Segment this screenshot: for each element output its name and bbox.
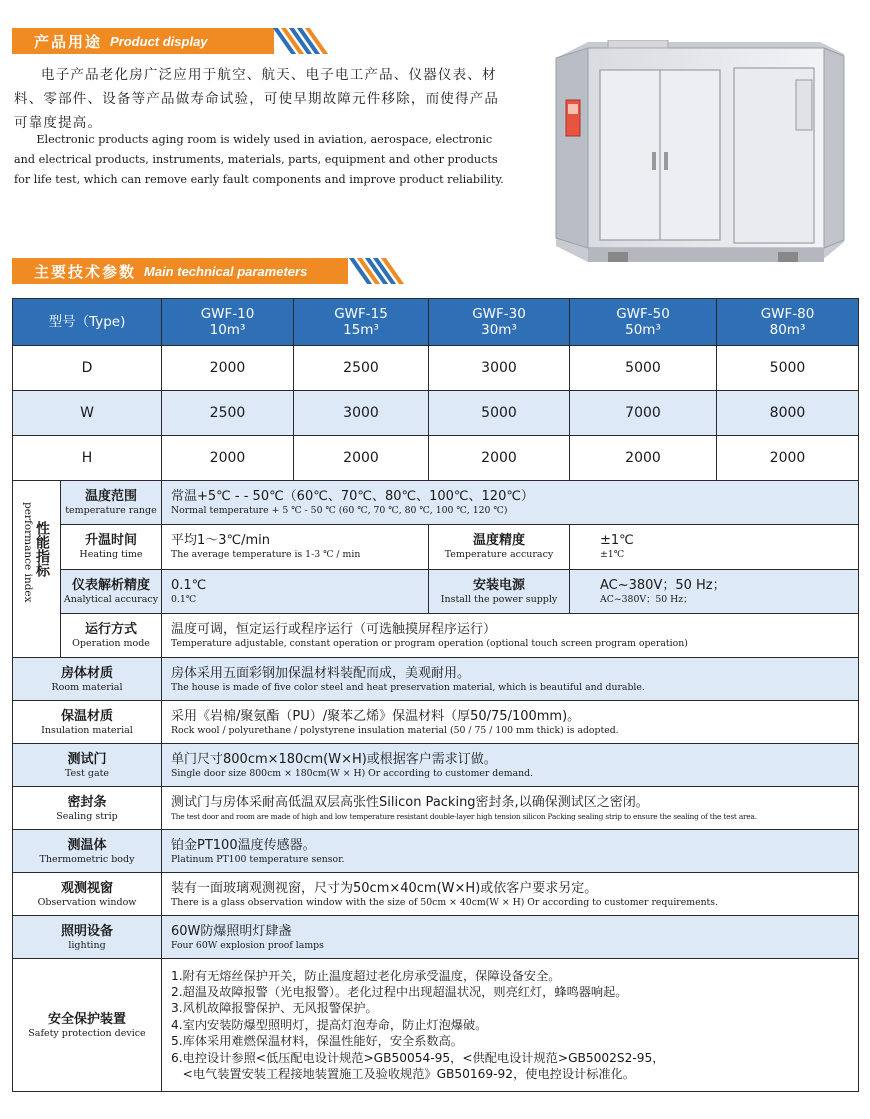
list-item: 1.附有无熔丝保护开关，防止温度超过老化房承受温度，保障设备安全。 xyxy=(171,968,561,983)
dim-value: 8000 xyxy=(717,391,859,436)
model-volume: 50m³ xyxy=(625,322,661,338)
dim-value: 5000 xyxy=(429,391,570,436)
table-header-row xyxy=(13,299,859,346)
list-item: 2.超温及故障报警（光电报警）。老化过程中出现超温状况，则亮红灯，蜂鸣器响起。 xyxy=(171,984,628,999)
model-name: GWF-30 xyxy=(472,306,526,322)
label-en: Room material xyxy=(51,681,123,693)
model-header xyxy=(717,299,859,346)
label-cell xyxy=(429,569,570,613)
value-cn: 常温+5℃ - - 50℃（60℃、70℃、80℃、100℃、120℃） xyxy=(171,489,534,505)
value-cell xyxy=(162,701,859,744)
label-cell xyxy=(13,744,162,787)
label-en: Analytical accuracy xyxy=(63,593,159,605)
perf-group-en: performance index xyxy=(22,502,34,603)
label-cn: 仪表解析精度 xyxy=(71,577,150,593)
label-cn: 房体材质 xyxy=(60,665,113,681)
label-cell xyxy=(13,701,162,744)
table-row-thermometric xyxy=(13,830,859,873)
value-cell xyxy=(162,787,859,830)
value-cell xyxy=(162,873,859,916)
list-item: 4.室内安装防爆型照明灯，提高灯泡寿命，防止灯泡爆破。 xyxy=(171,1017,488,1032)
banner-stripes-icon xyxy=(358,258,395,284)
table-row-safety xyxy=(13,959,859,1092)
value-en: ±1℃ xyxy=(600,549,625,561)
label-cell xyxy=(61,613,162,657)
value-en: There is a glass observation window with the size of 50cm × 40cm(W × H) Or according to customer requirements. xyxy=(171,896,719,908)
value-en: Four 60W explosion proof lamps xyxy=(171,939,324,951)
aging-room-image xyxy=(548,40,850,268)
model-volume: 30m³ xyxy=(481,322,517,338)
value-cn: 单门尺寸800cm×180cm(W×H)或根据客户需求订做。 xyxy=(171,751,497,767)
model-name: GWF-50 xyxy=(616,306,670,322)
value-cell xyxy=(570,569,859,613)
model-header xyxy=(429,299,570,346)
intro-chinese: 电子产品老化房广泛应用于航空、航天、电子电工产品、仪器仪表、材料、零部件、设备等产品做寿命试验，可使早期故障元件移除，而使得产品可靠度提高。 xyxy=(14,67,500,131)
value-cn: 温度可调，恒定运行或程序运行（可选触摸屏程序运行） xyxy=(171,621,497,637)
banner-title-en: Main technical parameters xyxy=(144,263,308,279)
dim-value: 2500 xyxy=(294,346,429,391)
label-cn: 测试门 xyxy=(67,751,107,767)
model-header xyxy=(162,299,294,346)
model-volume: 10m³ xyxy=(209,322,246,338)
table-row-h xyxy=(13,436,859,481)
list-item: 3.风机故障报警保护、无风报警保护。 xyxy=(171,1001,378,1016)
table-row-resolution xyxy=(13,569,859,613)
label-cell xyxy=(13,787,162,830)
label-en: Observation window xyxy=(37,896,137,908)
section-banner-product-display xyxy=(12,28,332,54)
label-cn: 密封条 xyxy=(67,794,107,810)
banner-title-en: Product display xyxy=(110,33,208,49)
label-cell xyxy=(13,916,162,959)
value-cell xyxy=(570,525,859,569)
list-item: 5.库体采用难燃保温材料，保温性能好，安全系数高。 xyxy=(171,1034,463,1049)
table-row-test-gate xyxy=(13,744,859,787)
perf-group-cell xyxy=(13,481,61,658)
label-cn: 安装电源 xyxy=(472,577,525,593)
label-cn: 安全保护装置 xyxy=(47,1011,126,1027)
dim-value: 7000 xyxy=(570,391,717,436)
label-cell xyxy=(61,569,162,613)
value-en: Platinum PT100 temperature sensor. xyxy=(171,853,345,865)
label-cell xyxy=(13,873,162,916)
section-banner-technical xyxy=(12,258,412,284)
label-en: Heating time xyxy=(79,549,143,561)
value-cell xyxy=(162,569,429,613)
label-cn: 运行方式 xyxy=(84,621,137,637)
spec-table xyxy=(12,298,859,1092)
table-row-w xyxy=(13,391,859,436)
label-cn: 温度范围 xyxy=(84,489,137,505)
label-cell xyxy=(13,830,162,873)
label-en: Thermometric body xyxy=(39,853,135,865)
value-cn: 60W防爆照明灯肆盏 xyxy=(171,923,292,939)
label-cn: 温度精度 xyxy=(472,533,525,549)
value-cell xyxy=(162,658,859,701)
model-name: GWF-10 xyxy=(200,306,255,322)
dim-value: 5000 xyxy=(570,346,717,391)
perf-group-cn: 性能指标 xyxy=(34,521,50,577)
value-cell xyxy=(162,525,429,569)
dim-value: 2000 xyxy=(570,436,717,481)
dim-value: 3000 xyxy=(294,391,429,436)
value-cn: 平均1～3℃/min xyxy=(171,533,271,549)
model-header xyxy=(294,299,429,346)
value-cn: 装有一面玻璃观测视窗，尺寸为50cm×40cm(W×H)或依客户要求另定。 xyxy=(171,880,598,896)
value-cell xyxy=(162,830,859,873)
banner-title-cn: 主要技术参数 xyxy=(34,262,137,281)
dim-value: 2000 xyxy=(294,436,429,481)
table-row-insulation xyxy=(13,701,859,744)
label-cell xyxy=(13,658,162,701)
value-cn: 0.1℃ xyxy=(171,577,207,593)
intro-english: Electronic products aging room is widely used in aviation, aerospace, electronic and electrical products, instruments, materials, parts, equipment and other products for life test, which can remove early fault components and improve product reliability. xyxy=(14,133,504,186)
value-cell xyxy=(162,481,859,525)
label-en: lighting xyxy=(68,939,106,951)
dim-value: 2000 xyxy=(717,436,859,481)
value-en: AC~380V；50 Hz； xyxy=(600,593,693,605)
value-en: Single door size 800cm × 180cm(W × H) Or according to customer demand. xyxy=(171,767,534,779)
value-en: Normal temperature + 5 ℃ - 50 ℃ (60 ℃, 70 ℃, 80 ℃, 100 ℃, 120 ℃) xyxy=(171,505,508,517)
list-item: <电气装置安装工程接地装置施工及验收规范》GB50169-92，使电控设计标准化。 xyxy=(171,1067,635,1082)
value-en: The average temperature is 1-3 ℃ / min xyxy=(171,549,361,561)
label-cn: 测温体 xyxy=(67,837,107,853)
value-en: Rock wool / polyurethane / polystyrene insulation material (50 / 75 / 100 mm thick) is adopted. xyxy=(171,724,619,736)
label-en: Insulation material xyxy=(41,724,133,736)
label-cn: 观测视窗 xyxy=(60,880,113,896)
label-en: Test gate xyxy=(64,767,110,779)
label-en: Operation mode xyxy=(72,637,150,649)
label-en: Sealing strip xyxy=(56,810,118,822)
dim-value: 2000 xyxy=(162,436,294,481)
dim-value: 2500 xyxy=(162,391,294,436)
label-cn: 保温材质 xyxy=(60,708,113,724)
value-en: Temperature adjustable, constant operation or program operation (optional touch screen program operation) xyxy=(171,637,688,649)
label-cell xyxy=(61,481,162,525)
label-cn: 照明设备 xyxy=(60,923,113,939)
label-en: Safety protection device xyxy=(28,1027,146,1039)
value-cn: 测试门与房体采耐高低温双层高张性Silicon Packing密封条,以确保测试区之密闭。 xyxy=(171,794,649,810)
value-en: 0.1℃ xyxy=(171,593,197,605)
model-name: GWF-80 xyxy=(760,306,815,322)
table-row-lighting xyxy=(13,916,859,959)
safety-list xyxy=(162,959,859,1092)
label-en: Install the power supply xyxy=(440,593,558,605)
banner-bar xyxy=(12,258,348,284)
dim-label: D xyxy=(13,346,162,391)
label-cn: 升温时间 xyxy=(84,533,137,549)
label-cell xyxy=(429,525,570,569)
banner-bar xyxy=(12,28,274,54)
banner-stripes-icon xyxy=(282,28,319,54)
table-row-room-material xyxy=(13,658,859,701)
value-cn: AC~380V；50 Hz； xyxy=(600,577,726,593)
table-row-sealing xyxy=(13,787,859,830)
model-name: GWF-15 xyxy=(334,306,388,322)
value-cell xyxy=(162,744,859,787)
dim-label: W xyxy=(13,391,162,436)
value-cn: ±1℃ xyxy=(600,533,634,549)
label-cell xyxy=(61,525,162,569)
model-header xyxy=(570,299,717,346)
label-en: Temperature accuracy xyxy=(444,549,554,561)
table-row-run-mode xyxy=(13,613,859,657)
list-item: 6.电控设计参照<低压配电设计规范>GB50054-95，<供配电设计规范>GB5002S2-95， xyxy=(171,1050,665,1065)
label-en: temperature range xyxy=(65,505,157,517)
dim-value: 2000 xyxy=(429,436,570,481)
value-cn: 采用《岩棉/聚氨酯（PU）/聚苯乙烯》保温材料（厚50/75/100mm)。 xyxy=(171,708,581,724)
value-en: The test door and room are made of high and low temperature resistant double-layer high tension silicon Packing sealing strip to ensure the sealing of the test area. xyxy=(171,811,757,821)
model-volume: 80m³ xyxy=(769,322,806,338)
banner-title-cn: 产品用途 xyxy=(34,32,103,51)
type-header: 型号（Type) xyxy=(13,299,162,346)
table-row-temp-range xyxy=(13,481,859,525)
table-row-window xyxy=(13,873,859,916)
table-row-heating xyxy=(13,525,859,569)
value-cell xyxy=(162,916,859,959)
label-cell xyxy=(13,959,162,1092)
model-volume: 15m³ xyxy=(343,322,379,338)
value-cell xyxy=(162,613,859,657)
dim-value: 2000 xyxy=(162,346,294,391)
table-row-d xyxy=(13,346,859,391)
value-cn: 房体采用五面彩钢加保温材料装配而成，美观耐用。 xyxy=(171,665,471,681)
value-en: The house is made of five color steel and heat preservation material, which is beautiful and durable. xyxy=(171,681,645,693)
dim-label: H xyxy=(13,436,162,481)
dim-value: 5000 xyxy=(717,346,859,391)
dim-value: 3000 xyxy=(429,346,570,391)
value-cn: 铂金PT100温度传感器。 xyxy=(171,837,316,853)
